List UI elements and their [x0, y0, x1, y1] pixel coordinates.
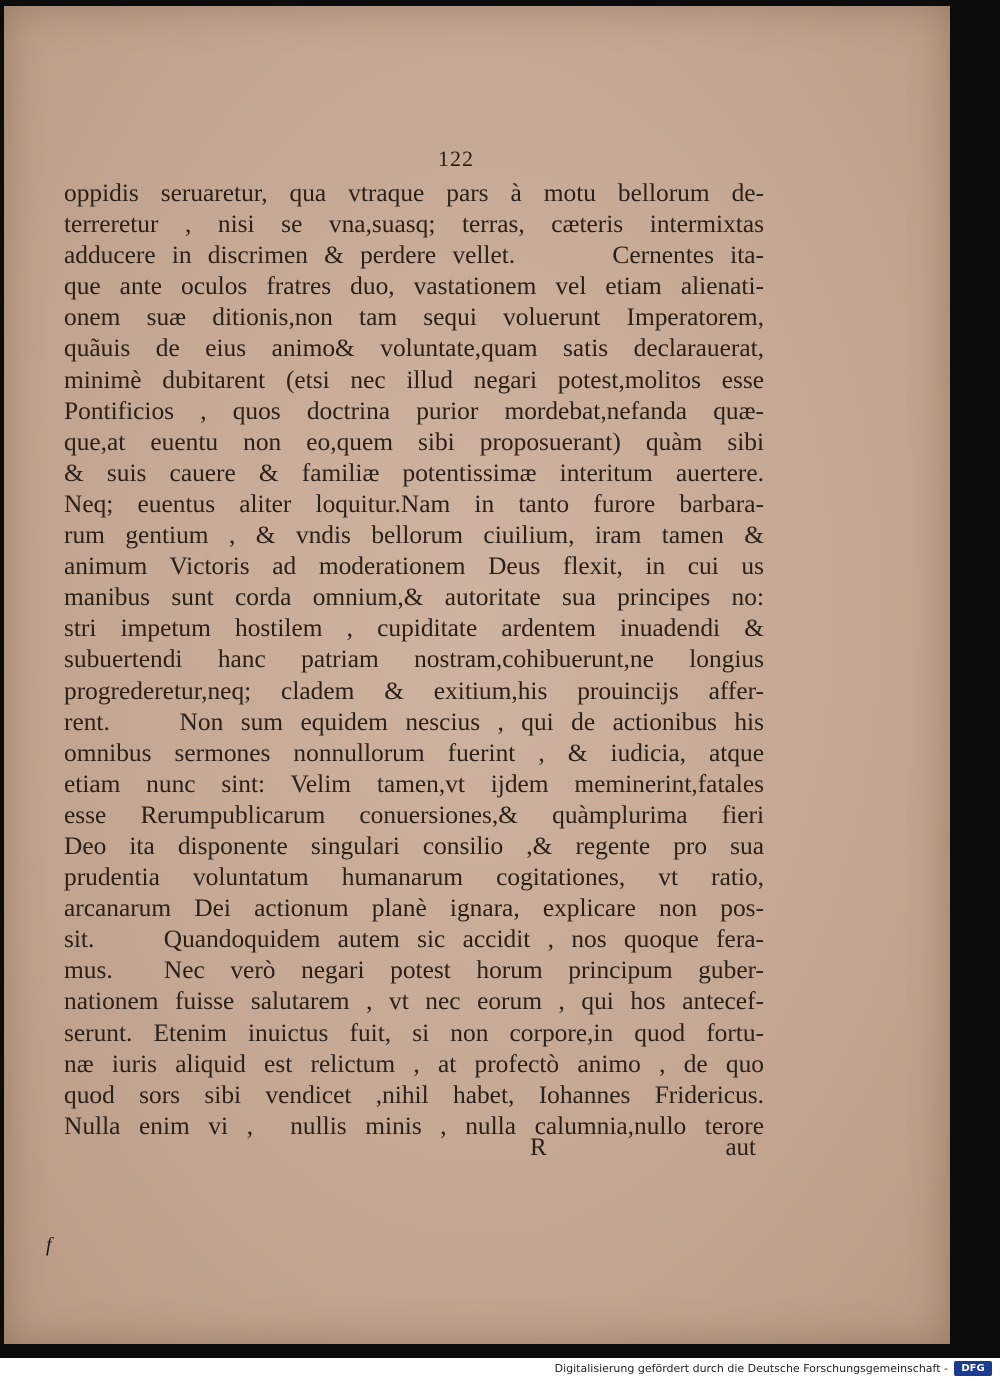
text-line: omnibus sermones nonnullorum fuerint , & iudicia, atque [64, 738, 764, 767]
text-line: animum Victoris ad moderationem Deus flexit, in cui us [64, 552, 764, 581]
dfg-logo: DFG [954, 1361, 992, 1376]
text-line: que ante oculos fratres duo, vastationem vel etiam alienati- [64, 272, 764, 301]
text-line: esse Rerumpublicarum conuersiones,& quàmplurima fieri [64, 800, 764, 829]
text-line: oppidis seruaretur, qua vtraque pars à motu bellorum de- [64, 179, 764, 207]
text-line: etiam nunc sint: Velim tamen,vt ijdem meminerint,fatales [64, 769, 764, 798]
page-number: 122 [438, 146, 474, 171]
text-line: Nulla enim vi , nullis minis , nulla calumnia,nullo terore [64, 1111, 764, 1140]
margin-mark: f [46, 1234, 52, 1256]
text-line: & suis cauere & familiæ potentissimæ interitum auertere. [64, 458, 764, 487]
text-line: sit. Quandoquidem autem sic accidit , nos quoque fera- [64, 925, 764, 954]
catchword-row [64, 1134, 764, 1166]
body-text [64, 178, 764, 1142]
catchword: aut [725, 1134, 756, 1161]
signature-mark: R [530, 1134, 547, 1161]
text-line: progrederetur,neq; cladem & exitium,his prouincijs affer- [64, 676, 764, 705]
text-line: quod sors sibi vendicet ,nihil habet, Iohannes Fridericus. [64, 1080, 764, 1109]
book-page [4, 6, 950, 1344]
text-line: Pontificios , quos doctrina purior mordebat,nefanda quæ- [64, 396, 764, 425]
text-line: adducere in discrimen & perdere vellet. Cernentes ita- [64, 241, 764, 270]
text-line: onem suæ ditionis,non tam sequi voluerunt Imperatorem, [64, 303, 764, 332]
text-line: stri impetum hostilem , cupiditate ardentem inuadendi & [64, 614, 764, 643]
text-line: næ iuris aliquid est relictum , at profectò animo , de quo [64, 1049, 764, 1078]
text-line: arcanarum Dei actionum planè ignara, explicare non pos- [64, 894, 764, 923]
digitization-credit: Digitalisierung gefördert durch die Deutsche Forschungsgemeinschaft - [554, 1362, 948, 1375]
text-line: mus. Nec verò negari potest horum principum guber- [64, 956, 764, 985]
text-line: que,at euentu non eo,quem sibi proposuerant) quàm sibi [64, 427, 764, 456]
text-line: terreretur , nisi se vna,suasq; terras, cæteris intermixtas [64, 210, 764, 239]
text-line: nationem fuisse salutarem , vt nec eorum , qui hos antecef- [64, 987, 764, 1016]
text-line: quãuis de eius animo& voluntate,quam satis declarauerat, [64, 334, 764, 363]
text-line: serunt. Etenim inuictus fuit, si non corpore,in quod fortu- [64, 1018, 764, 1047]
text-line: minimè dubitarent (etsi nec illud negari potest,molitos esse [64, 365, 764, 394]
text-line: Neq; euentus aliter loquitur.Nam in tanto furore barbara- [64, 489, 764, 518]
text-line: rent. Non sum equidem nescius , qui de actionibus his [64, 707, 764, 736]
text-line: rum gentium , & vndis bellorum ciuilium, iram tamen & [64, 521, 764, 550]
text-line: Deo ita disponente singulari consilio ,& regente pro sua [64, 831, 764, 860]
text-line: prudentia voluntatum humanarum cogitationes, vt ratio, [64, 863, 764, 892]
text-line: subuertendi hanc patriam nostram,cohibuerunt,ne longius [64, 645, 764, 674]
text-line: manibus sunt corda omnium,& autoritate sua principes no: [64, 583, 764, 612]
